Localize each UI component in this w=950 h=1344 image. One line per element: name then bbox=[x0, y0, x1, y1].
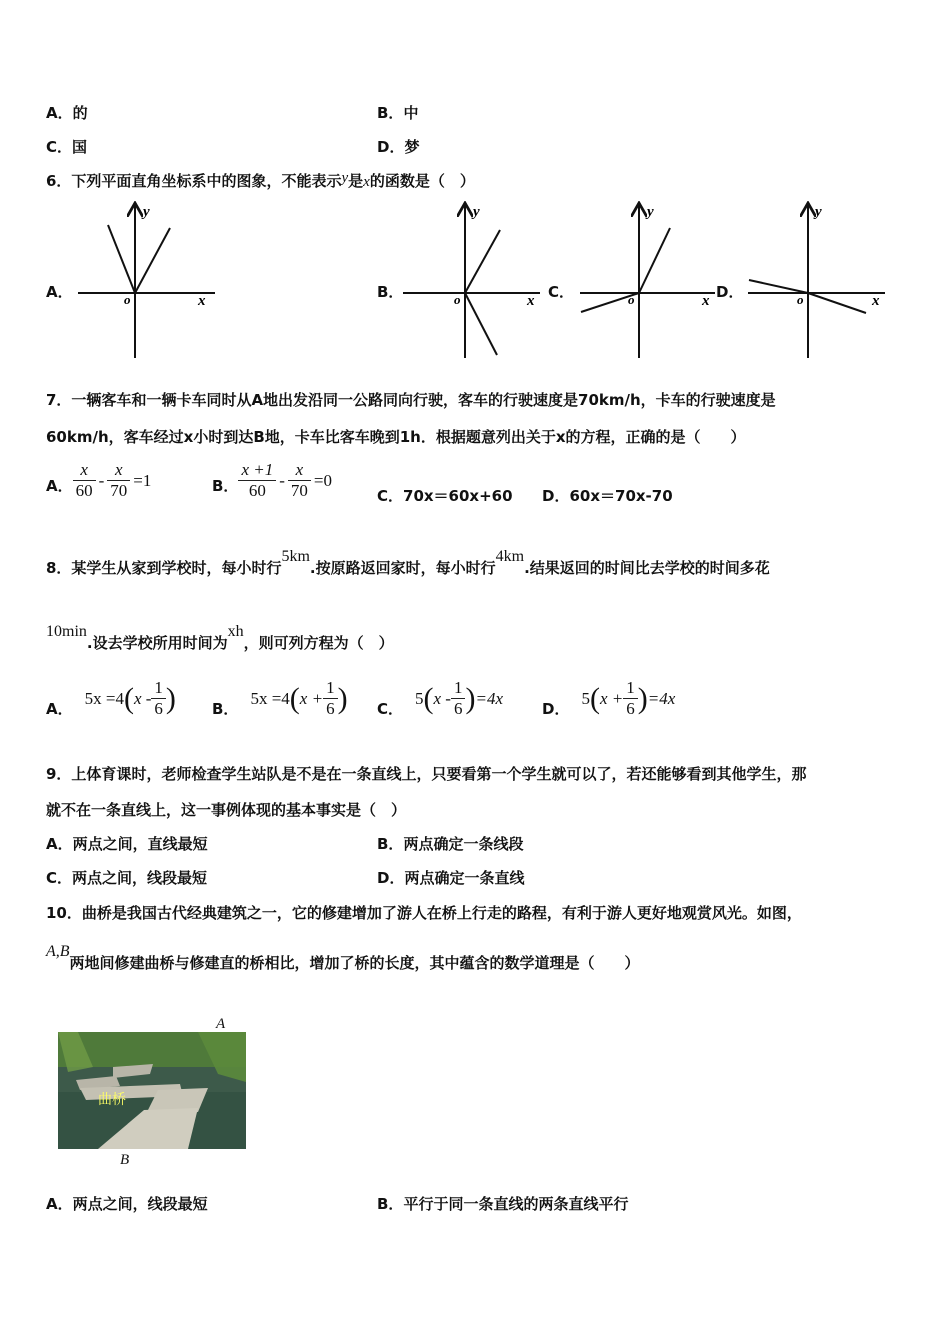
ray-right bbox=[135, 228, 170, 293]
q6-label-b: B． bbox=[377, 283, 404, 301]
q10-option-a: A．两点之间，线段最短 bbox=[46, 1195, 208, 1213]
x-label: x bbox=[198, 293, 206, 309]
q9-option-d: D．两点确定一条直线 bbox=[377, 869, 525, 887]
ray-down bbox=[465, 293, 497, 355]
q5-option-a: A．的 bbox=[46, 104, 88, 122]
origin-label: o bbox=[124, 292, 131, 307]
q9-option-b: B．两点确定一条线段 bbox=[377, 835, 524, 853]
y-label: y bbox=[143, 204, 150, 220]
q7-option-d: D．60x＝70x-70 bbox=[542, 487, 673, 505]
origin-label: o bbox=[454, 292, 461, 307]
q7-stem-line2: 60km/h，客车经过x小时到达B地，卡车比客车晚到1h．根据题意列出关于x的方程，正确的是（ ） bbox=[46, 428, 746, 446]
q5-option-c: C．国 bbox=[46, 138, 88, 156]
origin-label: o bbox=[628, 292, 635, 307]
q6-label-d: D． bbox=[716, 283, 744, 301]
origin-label: o bbox=[797, 292, 804, 307]
q9-stem-line2: 就不在一条直线上，这一事例体现的基本事实是（ ） bbox=[46, 801, 407, 819]
ray-up bbox=[465, 230, 500, 293]
q7-option-a: A． $\frac{x}{60}$ - $\frac{x}{70}$ =1 bbox=[46, 460, 152, 500]
q7-option-c: C．70x＝60x+60 bbox=[377, 487, 513, 505]
y-label: y bbox=[815, 204, 822, 220]
ray-up bbox=[639, 228, 670, 293]
q8-option-b: B． 5x =4 ( x + $\frac{1}{6}$ ) bbox=[212, 678, 348, 718]
x-label: x bbox=[872, 293, 880, 309]
x-label: x bbox=[527, 293, 535, 309]
q8-option-a: A． 5x =4 ( x - $\frac{1}{6}$ ) bbox=[46, 678, 176, 718]
ray-right bbox=[808, 293, 866, 313]
q6-label-a: A． bbox=[46, 283, 73, 301]
q5-option-d: D．梦 bbox=[377, 138, 420, 156]
graph-d bbox=[743, 200, 893, 360]
y-label: y bbox=[647, 204, 654, 220]
q10-stem-line2: A,B两地间修建曲桥与修建直的桥相比，增加了桥的长度，其中蕴含的数学道理是（ ） bbox=[46, 943, 640, 972]
graph-b bbox=[395, 200, 545, 360]
q8-option-c: C． 5 ( x - $\frac{1}{6}$ ) =4x bbox=[377, 678, 504, 718]
y-label: y bbox=[473, 204, 480, 220]
q5-option-b: B．中 bbox=[377, 104, 419, 122]
q6-stem: 6．下列平面直角坐标系中的图象，不能表示y是x的函数是（ ） bbox=[46, 170, 475, 190]
q8-option-d: D． 5 ( x + $\frac{1}{6}$ ) =4x bbox=[542, 678, 676, 718]
q9-option-c: C．两点之间，线段最短 bbox=[46, 869, 208, 887]
graph-a bbox=[70, 200, 220, 360]
graph-c bbox=[575, 200, 725, 360]
q6-label-c: C． bbox=[548, 283, 575, 301]
ray-left bbox=[108, 225, 135, 293]
q10-stem-line1: 10．曲桥是我国古代经典建筑之一，它的修建增加了游人在桥上行走的路程，有利于游人更好地观赏风光。如图， bbox=[46, 904, 802, 922]
photo-label: 曲桥 bbox=[98, 1092, 126, 1108]
q9-option-a: A．两点之间，直线最短 bbox=[46, 835, 208, 853]
point-a-label: A bbox=[216, 1016, 226, 1032]
q10-option-b: B．平行于同一条直线的两条直线平行 bbox=[377, 1195, 629, 1213]
q8-stem-line2: 10min.设去学校所用时间为xh，则可列方程为（ ） bbox=[46, 623, 394, 652]
q8-stem-line1: 8．某学生从家到学校时，每小时行5km.按原路返回家时，每小时行4km.结果返回的时间比去学校的时间多花 bbox=[46, 548, 770, 577]
q7-option-b: B． $\frac{x +1}{60}$ - $\frac{x}{70}$ =0 bbox=[212, 460, 332, 500]
q7-stem-line1: 7．一辆客车和一辆卡车同时从A地出发沿同一公路同向行驶，客车的行驶速度是70km/h，卡车的行驶速度是 bbox=[46, 391, 776, 409]
x-label: x bbox=[702, 293, 710, 309]
q9-stem-line1: 9．上体育课时，老师检查学生站队是不是在一条直线上，只要看第一个学生就可以了，若还能够看到其他学生，那 bbox=[46, 765, 807, 783]
point-b-label: B bbox=[120, 1152, 130, 1168]
bridge-figure bbox=[58, 1012, 258, 1172]
